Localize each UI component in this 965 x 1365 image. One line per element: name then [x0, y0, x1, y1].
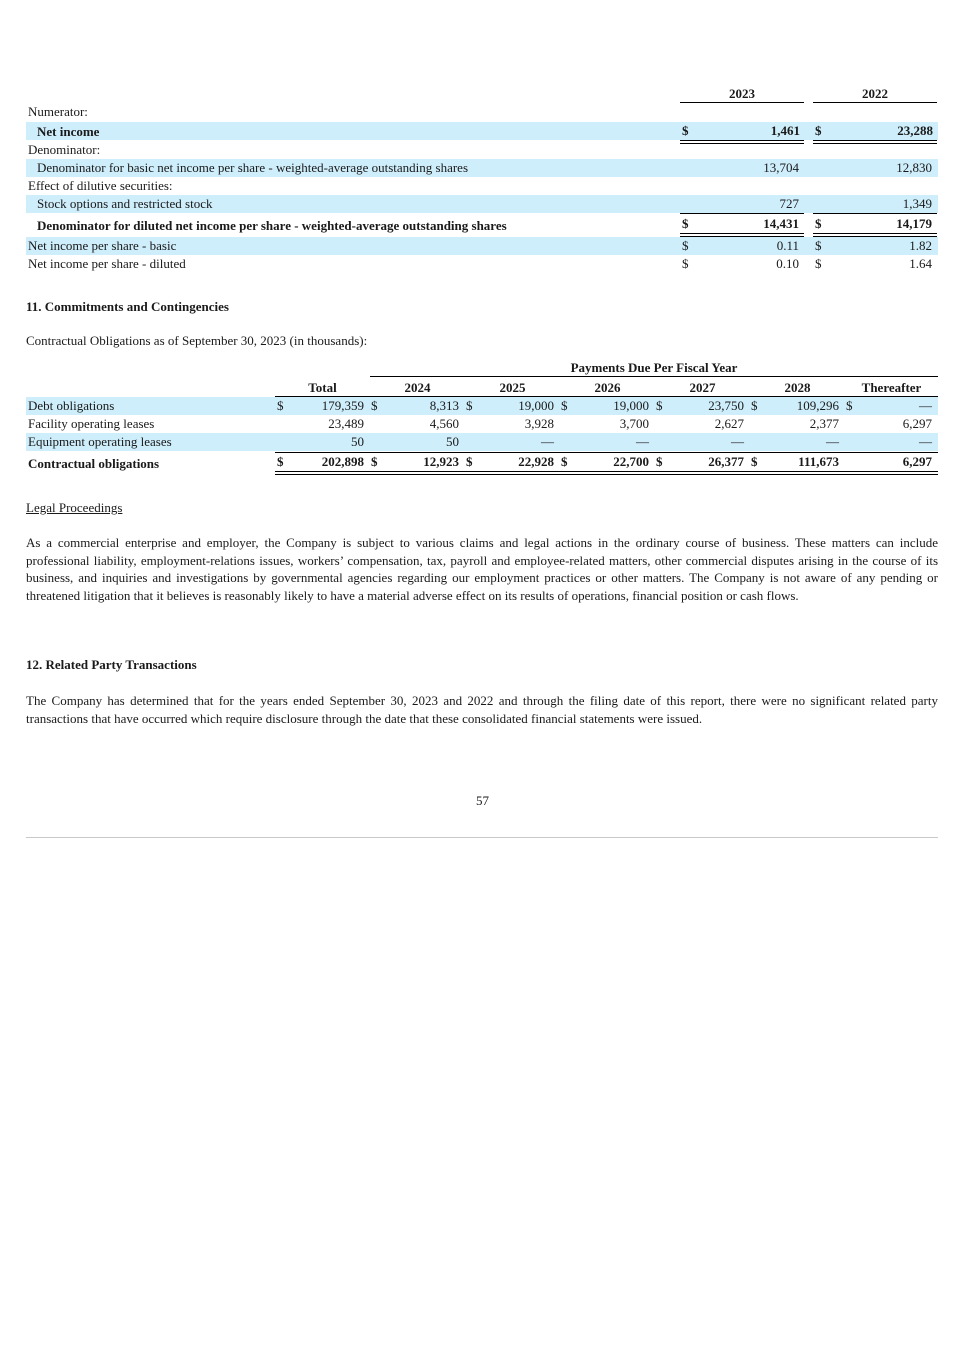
legal-heading: Legal Proceedings	[26, 500, 123, 515]
currency-symbol: $	[656, 398, 663, 413]
eps-diluted-2022: 1.64	[909, 256, 932, 271]
basic-shares-2023: 13,704	[763, 160, 799, 175]
legal-body: As a commercial enterprise and employer, the Company is subject to various claims and legal actions in the ordinary course of business. These matters can include professional liability, employment-relations issues, workers’ compensation, tax, payroll and employee-related matters, other commercial disputes arising in the course of its business, and inquiries and investigations by governmental agencies regarding our employment practices or other matters. The Company is not aware of any pending or threatened litigation that it believes is reasonably likely to have a material adverse effect on its results of operations, financial position or cash flows.	[26, 535, 938, 603]
facility-2028: 2,377	[809, 416, 839, 431]
col-header-thereafter: Thereafter	[861, 380, 922, 395]
currency-symbol: $	[751, 398, 758, 413]
section-12-heading: 12. Related Party Transactions	[26, 657, 197, 672]
currency-symbol: $	[815, 256, 822, 271]
facility-2027: 2,627	[714, 416, 744, 431]
currency-symbol: $	[815, 123, 822, 138]
currency-symbol: $	[371, 398, 378, 413]
year-header-2022: 2022	[862, 86, 888, 101]
total-total: 202,898	[321, 454, 364, 469]
facility-thereafter: 6,297	[902, 416, 932, 431]
currency-symbol: $	[682, 256, 689, 271]
col-header-2025: 2025	[499, 380, 526, 395]
eps-diluted-label: Net income per share - diluted	[28, 256, 186, 271]
equipment-total: 50	[351, 434, 364, 449]
total-2024: 12,923	[423, 454, 459, 469]
dilutive-label: Effect of dilutive securities:	[28, 178, 173, 193]
total-2027: 26,377	[708, 454, 744, 469]
year-header-2023: 2023	[729, 86, 755, 101]
stock-options-2022: 1,349	[902, 196, 932, 211]
row-label-equipment: Equipment operating leases	[28, 434, 172, 449]
col-header-2026: 2026	[594, 380, 621, 395]
equipment-thereafter: —	[919, 434, 932, 449]
currency-symbol: $	[277, 398, 284, 413]
currency-symbol: $	[815, 238, 822, 253]
net-income-label: Net income	[37, 124, 100, 139]
page-bottom-rule	[26, 837, 938, 838]
stock-options-2023: 727	[779, 196, 799, 211]
currency-symbol: $	[682, 123, 689, 138]
row-label-facility: Facility operating leases	[28, 416, 155, 431]
eps-basic-2023: 0.11	[776, 238, 799, 253]
debt-2024: 8,313	[429, 398, 459, 413]
numerator-label: Numerator:	[28, 104, 88, 119]
currency-symbol: $	[682, 238, 689, 253]
currency-symbol: $	[561, 454, 568, 469]
debt-thereafter: —	[919, 398, 932, 413]
facility-2026: 3,700	[619, 416, 649, 431]
currency-symbol: $	[751, 454, 758, 469]
net-income-double-rule	[813, 140, 937, 144]
group-header-rule	[370, 376, 938, 377]
total-2026: 22,700	[613, 454, 649, 469]
stock-options-label: Stock options and restricted stock	[37, 196, 213, 211]
debt-total: 179,359	[321, 398, 364, 413]
subtotal-rule	[813, 213, 937, 214]
facility-2025: 3,928	[524, 416, 554, 431]
diluted-shares-label: Denominator for diluted net income per share - weighted-average outstanding shares	[37, 218, 507, 233]
col-header-2027: 2027	[689, 380, 716, 395]
debt-2027: 23,750	[708, 398, 744, 413]
eps-diluted-2023: 0.10	[776, 256, 799, 271]
equipment-2027: —	[731, 434, 744, 449]
debt-2028: 109,296	[796, 398, 839, 413]
currency-symbol: $	[682, 216, 689, 231]
year-header-rule	[680, 102, 804, 103]
eps-basic-label: Net income per share - basic	[28, 238, 177, 253]
total-double-rule	[275, 471, 938, 475]
net-income-double-rule	[680, 140, 804, 144]
row-label-debt: Debt obligations	[28, 398, 115, 413]
net-income-2023: 1,461	[770, 123, 800, 138]
debt-2026: 19,000	[613, 398, 649, 413]
section-11-heading: 11. Commitments and Contingencies	[26, 299, 229, 314]
col-header-total: Total	[308, 380, 337, 395]
facility-2024: 4,560	[429, 416, 459, 431]
denominator-label: Denominator:	[28, 142, 101, 157]
col-header-2024: 2024	[404, 380, 431, 395]
total-top-rule	[275, 452, 938, 453]
equipment-2028: —	[826, 434, 839, 449]
currency-symbol: $	[277, 454, 284, 469]
diluted-shares-2022: 14,179	[896, 216, 932, 231]
basic-shares-2022: 12,830	[896, 160, 932, 175]
row-highlight	[26, 122, 938, 140]
group-header: Payments Due Per Fiscal Year	[570, 360, 738, 375]
col-header-2028: 2028	[784, 380, 811, 395]
eps-basic-2022: 1.82	[909, 238, 932, 253]
total-thereafter: 6,297	[902, 454, 932, 469]
diluted-shares-2023: 14,431	[763, 216, 799, 231]
currency-symbol: $	[815, 216, 822, 231]
equipment-2025: —	[541, 434, 554, 449]
related-party-body: The Company has determined that for the years ended September 30, 2023 and 2022 and through the filing date of this report, there were no significant related party transactions that have occurred which require disclosure through the date that these consolidated financial statements were issued.	[26, 693, 938, 726]
currency-symbol: $	[466, 454, 473, 469]
currency-symbol: $	[466, 398, 473, 413]
currency-symbol: $	[846, 398, 853, 413]
row-label-total: Contractual obligations	[28, 456, 160, 471]
obligations-intro: Contractual Obligations as of September 30, 2023 (in thousands):	[26, 333, 368, 348]
equipment-2026: —	[636, 434, 649, 449]
total-2028: 111,673	[798, 454, 839, 469]
total-2025: 22,928	[518, 454, 554, 469]
page-number: 57	[476, 793, 489, 808]
equipment-2024: 50	[446, 434, 459, 449]
debt-2025: 19,000	[518, 398, 554, 413]
currency-symbol: $	[561, 398, 568, 413]
net-income-2022: 23,288	[897, 123, 933, 138]
currency-symbol: $	[656, 454, 663, 469]
facility-total: 23,489	[328, 416, 364, 431]
currency-symbol: $	[371, 454, 378, 469]
year-header-rule	[813, 102, 937, 103]
basic-shares-label: Denominator for basic net income per share - weighted-average outstanding shares	[37, 160, 469, 175]
subtotal-rule	[680, 213, 804, 214]
